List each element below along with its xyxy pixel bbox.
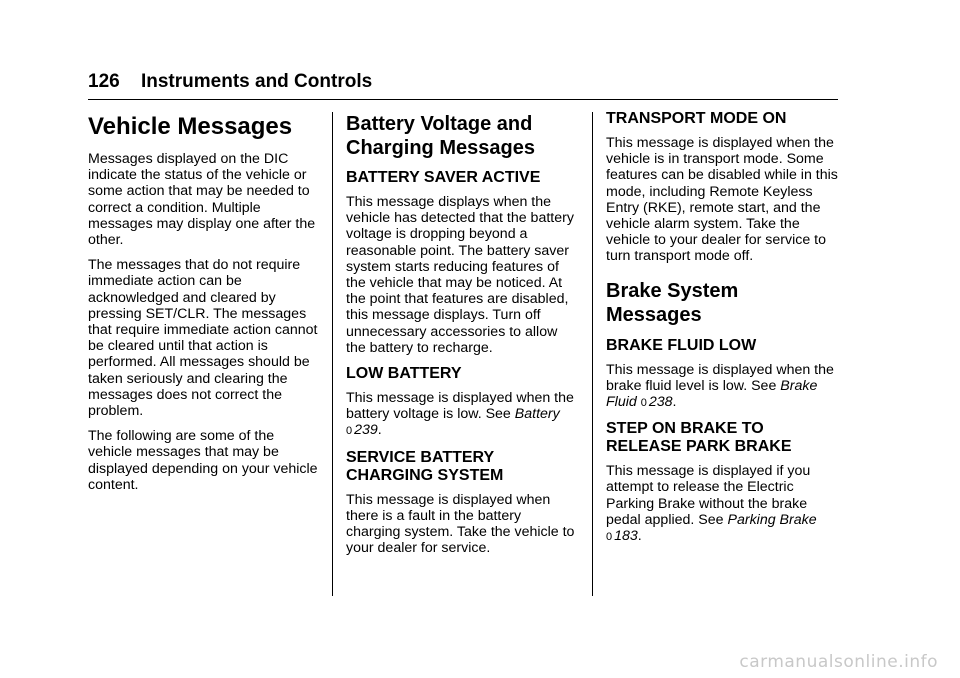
battery-section-title: Battery Voltage and Charging Messages xyxy=(346,113,535,159)
low-battery-text: This message is displayed when the battery voltage is low. See Battery 0 239. xyxy=(346,390,574,439)
service-battery-text: This message is displayed when there is a fault in the battery charging system. Take the vehicle to your dealer for service. xyxy=(346,491,575,557)
service-battery-heading: SERVICE BATTERY CHARGING SYSTEM xyxy=(346,448,504,484)
column-2 xyxy=(346,106,578,565)
column-1 xyxy=(88,106,320,502)
page-header xyxy=(88,72,838,96)
column-3 xyxy=(606,106,838,554)
park-brake-text: This message is displayed if you attempt to release the Electric Parking Brake without the brake pedal applied. See Parking Brake 0 183. xyxy=(606,463,817,545)
parking-brake-page-link[interactable]: 183 xyxy=(614,528,638,545)
header-rule xyxy=(88,99,838,100)
section-title: Instruments and Controls xyxy=(140,71,373,92)
vehicle-messages-title: Vehicle Messages xyxy=(88,113,293,140)
battery-saver-heading: BATTERY SAVER ACTIVE xyxy=(346,169,541,186)
battery-page-link[interactable]: 239 xyxy=(354,422,378,439)
acknowledge-paragraph: The messages that do not require immediate action can be acknowledged and cleared by pressing SET/CLR. The messages that require immediate action cannot be cleared until that action is performed. All messages should be taken seriously and clearing the messages does not correct the problem. xyxy=(88,257,318,420)
transport-mode-text: This message is displayed when the vehicle is in transport mode. Some features can be disabled while in this mode, including Remote Keyless Entry (RKE), remote start, and the vehicle alarm system. Take the vehicle to your dealer for service to turn transport mode off. xyxy=(606,135,838,265)
following-paragraph: The following are some of the vehicle messages that may be displayed depending on your vehicle content. xyxy=(88,428,318,493)
brake-fluid-page-link[interactable]: 238 xyxy=(648,394,673,411)
page-ref-icon: 0 xyxy=(346,425,353,438)
page-ref-icon: 0 xyxy=(606,531,613,544)
brake-fluid-heading: BRAKE FLUID LOW xyxy=(606,336,757,354)
park-brake-heading: STEP ON BRAKE TO RELEASE PARK BRAKE xyxy=(606,420,792,456)
brake-fluid-text: This message is displayed when the brake fluid level is low. See Brake Fluid 0 238. xyxy=(606,361,834,411)
low-battery-heading: LOW BATTERY xyxy=(346,365,462,383)
brake-fluid-link[interactable]: Brake Fluid xyxy=(606,377,818,411)
column-divider-1 xyxy=(332,112,333,596)
battery-link[interactable]: Battery xyxy=(514,406,560,423)
brake-section-title: Brake System Messages xyxy=(606,279,739,326)
page-number: 126 xyxy=(88,71,120,92)
page-ref-icon: 0 xyxy=(640,397,647,410)
watermark: carmanualsonline.info xyxy=(739,652,938,672)
intro-paragraph: Messages displayed on the DIC indicate the status of the vehicle or some action that may be needed to correct a condition. Multiple messages may display one after the other. xyxy=(88,151,316,249)
column-divider-2 xyxy=(592,112,593,596)
battery-saver-text: This message displays when the vehicle has detected that the battery voltage is dropping beyond a reasonable point. The battery saver system starts reducing features of the vehicle that may be noticed. At the point that features are disabled, this message displays. Turn off unnecessary accessories to allow the battery to recharge. xyxy=(346,194,574,356)
transport-mode-heading: TRANSPORT MODE ON xyxy=(606,110,787,127)
parking-brake-link[interactable]: Parking Brake xyxy=(727,511,817,528)
